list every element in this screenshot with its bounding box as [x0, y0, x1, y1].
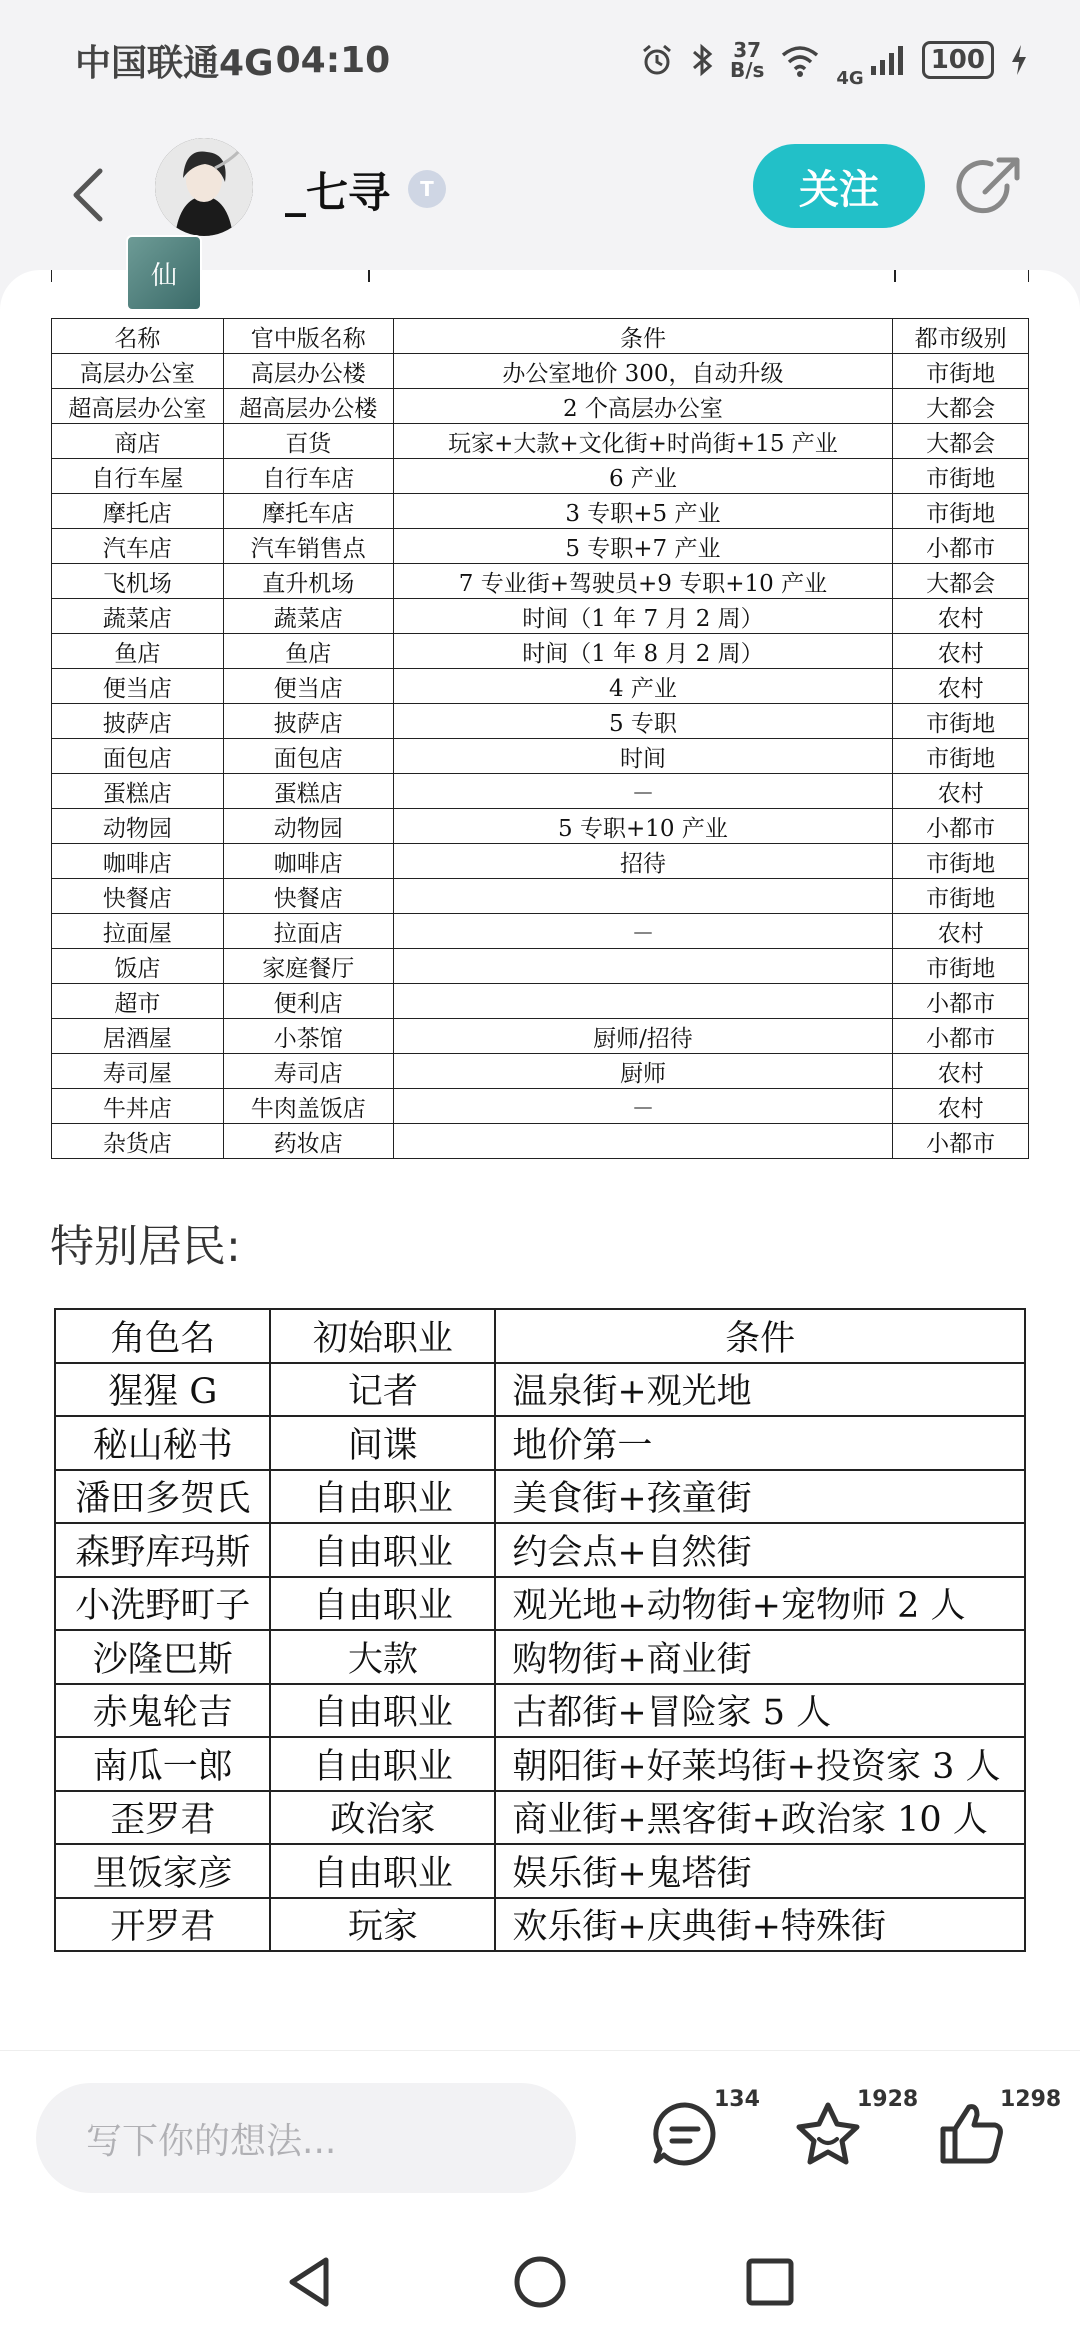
table-cell: 自行车屋: [52, 459, 224, 494]
table-cell: 蔬菜店: [223, 599, 393, 634]
table-cell: 厨师/招待: [393, 1019, 892, 1054]
table-cell: 6 产业: [393, 459, 892, 494]
table-cell: 招待: [393, 844, 892, 879]
table-cell: 飞机场: [52, 564, 224, 599]
table-cell: 超市: [52, 984, 224, 1019]
column-header: 初始职业: [270, 1309, 495, 1363]
table-cell: 蛋糕店: [52, 774, 224, 809]
table-row: [52, 1054, 1029, 1089]
table-cell: 超高层办公室: [52, 389, 224, 424]
table-cell: 时间（1 年 8 月 2 周）: [393, 634, 892, 669]
table-cell: 里饭家彦: [55, 1844, 270, 1898]
table-cell: －: [393, 914, 892, 949]
facility-table: [51, 318, 1029, 1159]
triangle-back-icon: [280, 2252, 340, 2312]
comment-button[interactable]: [650, 2099, 720, 2169]
table-row: [52, 599, 1029, 634]
back-button[interactable]: [58, 160, 118, 230]
table-row: [52, 389, 1029, 424]
table-row: [52, 494, 1029, 529]
table-cell: 牛丼店: [52, 1089, 224, 1124]
column-header: 条件: [495, 1309, 1025, 1363]
table-cell: 市街地: [893, 704, 1029, 739]
table-row: [52, 634, 1029, 669]
post-header: [0, 130, 1080, 291]
table-cell: [393, 949, 892, 984]
status-time: 04:10: [275, 39, 391, 81]
table-cell: 高层办公室: [52, 354, 224, 389]
table-cell: 快餐店: [223, 879, 393, 914]
network-type: 4G: [836, 67, 864, 89]
table-cell: 5 专职: [393, 704, 892, 739]
table-cell: 市街地: [893, 844, 1029, 879]
column-header: 角色名: [55, 1309, 270, 1363]
table-cell: [393, 1124, 892, 1159]
table-row: [52, 354, 1029, 389]
table-cell: 农村: [893, 634, 1029, 669]
table-header-row: [52, 319, 1029, 354]
table-row: [55, 1363, 1025, 1417]
table-cell: 歪罗君: [55, 1791, 270, 1845]
table-cell: 摩托车店: [223, 494, 393, 529]
table-cell: 小都市: [893, 1124, 1029, 1159]
table-row: [55, 1630, 1025, 1684]
table-cell: 百货: [223, 424, 393, 459]
avatar-frame-badge: 仙: [126, 235, 202, 311]
table-cell: 便当店: [52, 669, 224, 704]
column-header: 官中版名称: [223, 319, 393, 354]
table-row: [52, 1089, 1029, 1124]
table-cell: 5 专职+7 产业: [393, 529, 892, 564]
bluetooth-icon: [690, 42, 714, 78]
table-cell: 观光地+动物街+宠物师 2 人: [495, 1577, 1025, 1631]
table-row: [52, 879, 1029, 914]
comment-input[interactable]: 写下你的想法...: [36, 2083, 576, 2193]
table-cell: 大都会: [893, 564, 1029, 599]
table-cell: 小洗野町子: [55, 1577, 270, 1631]
table-cell: 市街地: [893, 494, 1029, 529]
section-title: 特别居民:: [50, 1221, 241, 1272]
table-row: [52, 774, 1029, 809]
follow-button[interactable]: 关注: [753, 144, 925, 228]
table-cell: 居酒屋: [52, 1019, 224, 1054]
table-cell: 4 产业: [393, 669, 892, 704]
table-cell: 蔬菜店: [52, 599, 224, 634]
table-row: [55, 1684, 1025, 1738]
table-cell: 温泉街+观光地: [495, 1363, 1025, 1417]
table-cell: 潘田多贺氏: [55, 1470, 270, 1524]
table-row: [52, 529, 1029, 564]
column-header: 都市级别: [893, 319, 1029, 354]
table-cell: －: [393, 774, 892, 809]
alarm-icon: [640, 43, 674, 77]
net-speed: [730, 40, 764, 80]
table-cell: 约会点+自然街: [495, 1523, 1025, 1577]
table-cell: 自由职业: [270, 1737, 495, 1791]
table-cell: 大款: [270, 1630, 495, 1684]
table-cell: 动物园: [223, 809, 393, 844]
table-cell: 拉面店: [223, 914, 393, 949]
table-cell: 时间（1 年 7 月 2 周）: [393, 599, 892, 634]
table-row: [52, 809, 1029, 844]
table-cell: 寿司屋: [52, 1054, 224, 1089]
table-cell: 披萨店: [52, 704, 224, 739]
table-row: [52, 564, 1029, 599]
table-row: [52, 949, 1029, 984]
table-cell: 娱乐街+鬼塔街: [495, 1844, 1025, 1898]
table-header-row: [55, 1309, 1025, 1363]
thumbs-up-icon: [937, 2099, 1007, 2169]
table-cell: 厨师: [393, 1054, 892, 1089]
table-cell: －: [393, 1089, 892, 1124]
special-residents-table: [54, 1308, 1026, 1952]
circle-home-icon: [510, 2252, 570, 2312]
table-cell: 鱼店: [223, 634, 393, 669]
table-cell: 购物街+商业街: [495, 1630, 1025, 1684]
table-cell: 咖啡店: [52, 844, 224, 879]
table-cell: 时间: [393, 739, 892, 774]
table-cell: 自由职业: [270, 1577, 495, 1631]
square-recents-icon: [740, 2252, 800, 2312]
table-cell: 药妆店: [223, 1124, 393, 1159]
table-cell: [393, 879, 892, 914]
table-cell: 办公室地价 300，自动升级: [393, 354, 892, 389]
table-cell: 咖啡店: [223, 844, 393, 879]
table-cell: 3 专职+5 产业: [393, 494, 892, 529]
star-icon: [793, 2099, 863, 2169]
table-cell: 市街地: [893, 354, 1029, 389]
table-cell: 农村: [893, 599, 1029, 634]
table-cell: 欢乐街+庆典街+特殊街: [495, 1898, 1025, 1952]
table-cell: 商业街+黑客街+政治家 10 人: [495, 1791, 1025, 1845]
table-cell: 寿司店: [223, 1054, 393, 1089]
table-row: [52, 459, 1029, 494]
table-cell: 自由职业: [270, 1684, 495, 1738]
table-cell: 间谍: [270, 1416, 495, 1470]
table-row: [55, 1577, 1025, 1631]
table-cell: 政治家: [270, 1791, 495, 1845]
table-cell: 秘山秘书: [55, 1416, 270, 1470]
share-icon: [955, 152, 1025, 222]
table-cell: 赤鬼轮吉: [55, 1684, 270, 1738]
username[interactable]: _七寻: [285, 168, 391, 217]
carrier-label: 中国联通4G: [75, 42, 274, 84]
table-cell: 市街地: [893, 459, 1029, 494]
avatar-image: [155, 138, 253, 236]
table-row: [55, 1898, 1025, 1952]
table-cell: 自行车店: [223, 459, 393, 494]
nav-home-button[interactable]: [510, 2252, 570, 2312]
table-row: [52, 424, 1029, 459]
table-cell: 猩猩 G: [55, 1363, 270, 1417]
favorite-button[interactable]: [793, 2099, 863, 2169]
table-cell: 面包店: [52, 739, 224, 774]
table-cell: 古都街+冒险家 5 人: [495, 1684, 1025, 1738]
table-cell: 小都市: [893, 1019, 1029, 1054]
avatar[interactable]: [155, 138, 253, 236]
table-cell: 商店: [52, 424, 224, 459]
table-row: [55, 1737, 1025, 1791]
table-cell: 杂货店: [52, 1124, 224, 1159]
table-cell: 动物园: [52, 809, 224, 844]
table-cell: 拉面屋: [52, 914, 224, 949]
system-nav-bar: [0, 2230, 1080, 2340]
table-cell: 高层办公楼: [223, 354, 393, 389]
table-row: [52, 704, 1029, 739]
table-cell: 玩家: [270, 1898, 495, 1952]
table-cell: 农村: [893, 774, 1029, 809]
like-count: 1298: [1000, 2087, 1062, 2112]
table-cell: 家庭餐厅: [223, 949, 393, 984]
level-badge: T: [408, 170, 446, 208]
table-cell: 牛肉盖饭店: [223, 1089, 393, 1124]
table-cell: 小都市: [893, 984, 1029, 1019]
table-cell: 沙隆巴斯: [55, 1630, 270, 1684]
table-row: [52, 739, 1029, 774]
table-cell: 玩家+大款+文化街+时尚街+15 产业: [393, 424, 892, 459]
favorite-count: 1928: [857, 2087, 919, 2112]
table-cell: 农村: [893, 1054, 1029, 1089]
table-cell: 农村: [893, 1089, 1029, 1124]
table-cell: 蛋糕店: [223, 774, 393, 809]
table-cell: 市街地: [893, 949, 1029, 984]
table-cell: 美食街+孩童街: [495, 1470, 1025, 1524]
table-cell: 披萨店: [223, 704, 393, 739]
table-cell: 鱼店: [52, 634, 224, 669]
share-button[interactable]: [955, 152, 1025, 222]
table-cell: 小茶馆: [223, 1019, 393, 1054]
table-cell: 自由职业: [270, 1844, 495, 1898]
battery-indicator: 100: [922, 41, 994, 79]
table-cell: 饭店: [52, 949, 224, 984]
table-row: [52, 1019, 1029, 1054]
table-cell: 快餐店: [52, 879, 224, 914]
like-button[interactable]: [937, 2099, 1007, 2169]
chevron-left-icon: [68, 165, 108, 225]
table-cell: 朝阳街+好莱坞街+投资家 3 人: [495, 1737, 1025, 1791]
table-cell: 小都市: [893, 809, 1029, 844]
column-header: 名称: [52, 319, 224, 354]
comment-count: 134: [714, 2087, 760, 2112]
table-row: [52, 914, 1029, 949]
post-content: [0, 270, 1080, 2050]
table-row: [55, 1523, 1025, 1577]
table-cell: 市街地: [893, 879, 1029, 914]
table-cell: 超高层办公楼: [223, 389, 393, 424]
net-speed-unit: B/s: [729, 58, 765, 82]
table-cell: 小都市: [893, 529, 1029, 564]
table-cell: 便利店: [223, 984, 393, 1019]
table-cell: 地价第一: [495, 1416, 1025, 1470]
table-row: [52, 844, 1029, 879]
table-cell: 2 个高层办公室: [393, 389, 892, 424]
table-cell: 汽车店: [52, 529, 224, 564]
table-cell: 面包店: [223, 739, 393, 774]
table-cell: 大都会: [893, 389, 1029, 424]
nav-back-button[interactable]: [280, 2252, 340, 2312]
table-cell: 记者: [270, 1363, 495, 1417]
table-row: [52, 1124, 1029, 1159]
table-cell: 农村: [893, 669, 1029, 704]
table-cell: 森野库玛斯: [55, 1523, 270, 1577]
bottom-action-bar: [0, 2050, 1080, 2230]
wifi-icon: [780, 43, 820, 77]
comment-icon: [650, 2099, 720, 2169]
table-row: [55, 1470, 1025, 1524]
table-cell: 南瓜一郎: [55, 1737, 270, 1791]
table-cell: 开罗君: [55, 1898, 270, 1952]
signal-icon: [870, 44, 906, 76]
status-icons: [640, 32, 1028, 89]
table-row: [52, 669, 1029, 704]
table-cell: 市街地: [893, 739, 1029, 774]
net-speed-value: 37: [733, 38, 762, 62]
table-row: [55, 1416, 1025, 1470]
table-row: [55, 1844, 1025, 1898]
table-cell: 农村: [893, 914, 1029, 949]
charging-icon: [1010, 44, 1028, 76]
table-cell: 自由职业: [270, 1470, 495, 1524]
table-cell: 大都会: [893, 424, 1029, 459]
table-row: [52, 984, 1029, 1019]
table-cell: 自由职业: [270, 1523, 495, 1577]
table-row: [55, 1791, 1025, 1845]
table-cell: 7 专业街+驾驶员+9 专职+10 产业: [393, 564, 892, 599]
table-cell: [393, 984, 892, 1019]
table-cell: 汽车销售点: [223, 529, 393, 564]
table-cell: 5 专职+10 产业: [393, 809, 892, 844]
table-cell: 直升机场: [223, 564, 393, 599]
column-header: 条件: [393, 319, 892, 354]
table-cell: 摩托店: [52, 494, 224, 529]
nav-recents-button[interactable]: [740, 2252, 800, 2312]
status-bar: [0, 0, 1080, 120]
table-cell: 便当店: [223, 669, 393, 704]
